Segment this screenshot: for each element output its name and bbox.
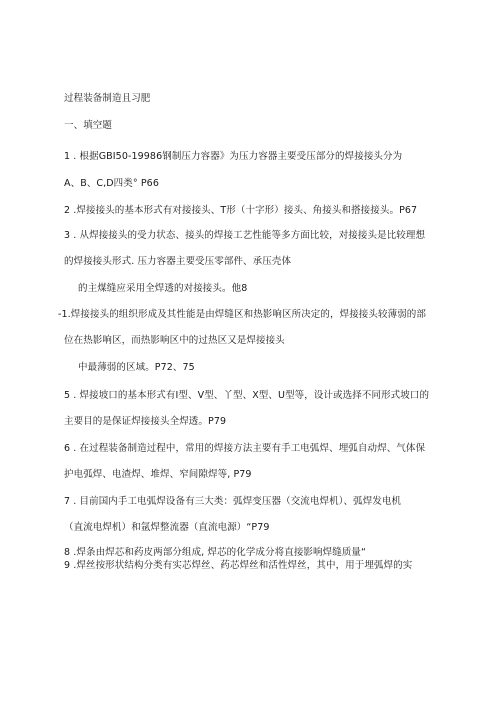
text-line: 1 . 根据GBI50-19986钢制压力容器》为压力容器主要受压部分的焊接接头分为 [64, 151, 403, 162]
text-line: 5 . 焊接坡口的基本形式有I型、V型、丫型、X型、U型等，设计或选择不同形式坡口的 [64, 390, 430, 401]
text-line: 9 .焊丝按形状结构分类有实芯焊丝、药芯焊丝和活性焊丝，其中，用于埋弧焊的实 [64, 560, 413, 571]
text-line: -1.焊接接头的组织形成及其性能是由焊缝区和热影响区所决定的，焊接接头较薄弱的部 [58, 309, 426, 320]
text-line: 护电弧焊、电渣焊、堆焊、窄间隙焊等, P79 [64, 469, 252, 480]
text-line: 位在热影响区，而热影响区中的过热区又是焊接接头 [64, 335, 285, 346]
text-line: 的焊接接头形式. 压力容器主要受压零部件、承压壳体 [64, 256, 292, 267]
text-line: 主要目的是保证焊接接头全焊透。P79 [64, 416, 227, 427]
text-line: 3 . 从焊接接头的受力状态、接头的焊接工艺性能等多方面比较，对接接头是比较理想 [64, 230, 426, 241]
text-line: 6 . 在过程装备制造过程中，常用的焊接方法主要有手工电弧焊、埋弧自动焊、气体保 [64, 443, 426, 454]
text-line: 7 . 目前国内手工电弧焊设备有三大类：弧焊变压器（交流电焊机）、弧焊发电机 [64, 496, 402, 507]
text-line: （直流电焊机）和氩焊整流器（直流电源）“P79 [64, 522, 270, 533]
text-line: 的主煤缝应采用全焊透的对接接头。他8 [78, 283, 248, 294]
text-line: 2 .焊接接头的基本形式有对接接头、T形（十字形）接头、角接头和搭接接头。P67 [64, 205, 418, 216]
document-title: 过程装备制造且习肥 [64, 93, 151, 104]
text-line: 中最薄弱的区域。P72、75 [78, 362, 195, 373]
section-heading: 一、填空题 [64, 120, 113, 131]
text-line: 8 .焊条由焊芯和药皮两部分组成, 焊芯的化学成分将直接影响焊缝质量“ [64, 547, 367, 558]
text-line: A、B、C,D四类° P66 [64, 178, 159, 189]
